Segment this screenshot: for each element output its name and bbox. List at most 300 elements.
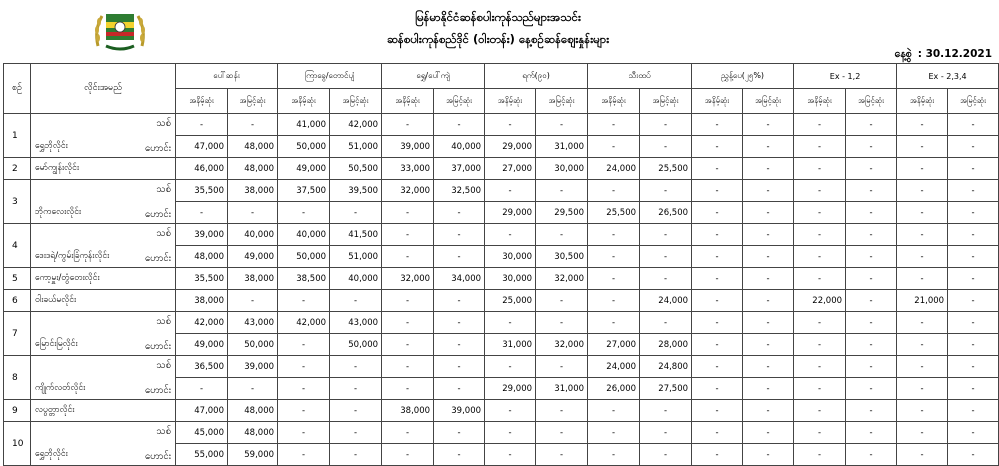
table-row: [4, 268, 999, 290]
price-cell: -: [536, 356, 588, 378]
price-cell: -: [536, 312, 588, 334]
price-cell: -: [228, 290, 278, 312]
price-cell: -: [948, 158, 999, 180]
price-cell: -: [640, 114, 692, 136]
price-cell: -: [692, 444, 743, 466]
price-cell: 43,000: [228, 312, 278, 334]
price-cell: -: [846, 444, 897, 466]
price-cell: 38,000: [382, 400, 434, 422]
price-cell: -: [794, 180, 846, 202]
price-cell: -: [640, 312, 692, 334]
date-label: နေ့စွဲ: [894, 48, 912, 60]
price-cell: -: [485, 356, 536, 378]
price-cell: 28,000: [640, 334, 692, 356]
price-cell: -: [640, 246, 692, 268]
price-cell: -: [382, 202, 434, 224]
group-header: ကြာခွေ/တောင်ပျံ: [278, 64, 382, 89]
price-cell: 27,000: [588, 334, 640, 356]
price-cell: -: [640, 136, 692, 158]
price-cell: 38,000: [176, 290, 228, 312]
tag-old: ဟောင်း: [144, 253, 171, 264]
price-cell: -: [948, 290, 999, 312]
price-cell: -: [948, 180, 999, 202]
sub-header-max: အမြင့်ဆုံး: [228, 89, 278, 114]
line-name-cell: [31, 158, 176, 180]
price-cell: -: [846, 334, 897, 356]
price-cell: -: [640, 268, 692, 290]
price-cell: -: [278, 356, 330, 378]
price-cell: -: [743, 356, 794, 378]
price-cell: 26,500: [640, 202, 692, 224]
price-cell: -: [743, 246, 794, 268]
tag-new: သစ်: [156, 184, 171, 195]
price-cell: -: [846, 422, 897, 444]
price-cell: -: [692, 334, 743, 356]
line-name: လပွတ္တာလိုင်း: [35, 404, 75, 415]
sub-header-min: အနိမ့်ဆုံး: [176, 89, 228, 114]
price-cell: -: [846, 356, 897, 378]
tag-old: ဟောင်း: [144, 143, 171, 154]
row-number: 4: [4, 224, 31, 268]
sub-header-max: အမြင့်ဆုံး: [743, 89, 794, 114]
price-cell: 26,000: [588, 378, 640, 400]
price-cell: 48,000: [228, 136, 278, 158]
price-cell: -: [278, 400, 330, 422]
table-row: [4, 312, 999, 334]
sub-header-min: အနိမ့်ဆုံး: [897, 89, 948, 114]
price-cell: 48,000: [228, 400, 278, 422]
price-cell: -: [640, 400, 692, 422]
line-name: ရွှေဘိုလိုင်း: [35, 141, 68, 151]
price-cell: -: [640, 444, 692, 466]
price-cell: -: [794, 444, 846, 466]
price-cell: -: [897, 268, 948, 290]
price-cell: -: [743, 158, 794, 180]
price-cell: -: [692, 246, 743, 268]
price-cell: 24,000: [640, 290, 692, 312]
price-cell: -: [897, 224, 948, 246]
row-number: 8: [4, 356, 31, 400]
page-title: မြန်မာနိုင်ငံဆန်စပါးကုန်သည်များအသင်း: [415, 10, 581, 24]
price-cell: -: [692, 158, 743, 180]
price-cell: -: [588, 224, 640, 246]
price-cell: -: [228, 202, 278, 224]
price-cell: -: [897, 312, 948, 334]
line-name-cell: [31, 268, 176, 290]
price-cell: 24,000: [588, 356, 640, 378]
price-cell: -: [794, 312, 846, 334]
price-cell: -: [588, 180, 640, 202]
price-cell: -: [434, 114, 485, 136]
price-cell: -: [434, 356, 485, 378]
price-cell: -: [692, 114, 743, 136]
price-cell: 21,000: [897, 290, 948, 312]
price-cell: -: [485, 400, 536, 422]
tag-new: သစ်: [156, 316, 171, 327]
price-cell: 30,000: [485, 246, 536, 268]
line-name: မော်ကျွန်းလိုင်း: [35, 162, 80, 173]
price-cell: 50,000: [278, 136, 330, 158]
price-cell: -: [948, 400, 999, 422]
price-cell: -: [794, 334, 846, 356]
price-cell: -: [640, 224, 692, 246]
group-header: ညွှန့်ပေ(၂၅%): [692, 64, 794, 89]
table-row: [4, 114, 999, 136]
price-cell: -: [743, 224, 794, 246]
price-cell: -: [434, 224, 485, 246]
line-name-cell: [31, 356, 176, 400]
price-cell: -: [794, 356, 846, 378]
price-cell: 49,000: [176, 334, 228, 356]
line-name-cell: [31, 400, 176, 422]
price-cell: 29,000: [485, 202, 536, 224]
price-cell: -: [588, 422, 640, 444]
price-cell: -: [692, 400, 743, 422]
price-cell: 27,500: [640, 378, 692, 400]
price-cell: -: [897, 158, 948, 180]
price-cell: -: [382, 224, 434, 246]
price-cell: 33,000: [382, 158, 434, 180]
price-cell: 38,500: [278, 268, 330, 290]
price-cell: -: [948, 422, 999, 444]
price-cell: 24,000: [588, 158, 640, 180]
tag-old: ဟောင်း: [144, 341, 171, 352]
price-cell: -: [692, 136, 743, 158]
price-cell: -: [485, 180, 536, 202]
price-cell: -: [176, 202, 228, 224]
price-cell: 40,000: [434, 136, 485, 158]
price-cell: -: [794, 400, 846, 422]
price-cell: 25,500: [640, 158, 692, 180]
date-line: [895, 48, 992, 63]
line-name: ဒေးဒရဲ/ကွမ်းခြံကုန်းလိုင်း: [35, 251, 110, 261]
price-cell: 32,500: [434, 180, 485, 202]
price-cell: -: [897, 202, 948, 224]
price-cell: -: [692, 224, 743, 246]
sub-header-min: အနိမ့်ဆုံး: [485, 89, 536, 114]
sub-header-max: အမြင့်ဆုံး: [846, 89, 897, 114]
price-cell: 32,000: [382, 268, 434, 290]
price-cell: -: [434, 378, 485, 400]
price-cell: -: [278, 444, 330, 466]
price-cell: -: [743, 202, 794, 224]
price-table: [3, 63, 999, 466]
price-cell: -: [382, 422, 434, 444]
price-cell: -: [330, 202, 382, 224]
price-cell: -: [897, 114, 948, 136]
price-cell: -: [794, 246, 846, 268]
price-cell: -: [278, 422, 330, 444]
price-cell: 27,000: [485, 158, 536, 180]
price-cell: -: [382, 312, 434, 334]
price-cell: 43,000: [330, 312, 382, 334]
price-cell: -: [382, 246, 434, 268]
price-cell: -: [278, 378, 330, 400]
price-cell: -: [434, 334, 485, 356]
price-cell: -: [743, 114, 794, 136]
tag-new: သစ်: [156, 360, 171, 371]
price-cell: -: [948, 136, 999, 158]
line-name: ရွှေဘိုလိုင်း: [35, 449, 68, 459]
price-cell: -: [948, 444, 999, 466]
price-cell: 40,000: [278, 224, 330, 246]
row-number: 6: [4, 290, 31, 312]
group-header: သီးထပ်: [588, 64, 692, 89]
price-cell: -: [382, 444, 434, 466]
price-cell: 40,000: [330, 268, 382, 290]
price-cell: -: [536, 444, 588, 466]
price-cell: -: [846, 202, 897, 224]
price-cell: -: [897, 356, 948, 378]
line-name-cell: [31, 114, 176, 158]
price-cell: -: [846, 268, 897, 290]
group-header: ရွှေ/ပေါ်ကျဲ: [382, 64, 485, 89]
line-name-cell: [31, 290, 176, 312]
price-cell: -: [536, 180, 588, 202]
group-header: ပေါ်ဆန်း: [176, 64, 278, 89]
price-cell: 32,000: [536, 334, 588, 356]
price-cell: 51,000: [330, 136, 382, 158]
price-cell: -: [794, 378, 846, 400]
price-cell: -: [434, 202, 485, 224]
col-no-header: စဉ်: [4, 64, 31, 114]
tag-new: သစ်: [156, 228, 171, 239]
price-cell: -: [692, 268, 743, 290]
price-cell: 48,000: [228, 422, 278, 444]
price-cell: -: [640, 422, 692, 444]
price-cell: -: [330, 400, 382, 422]
price-cell: 36,500: [176, 356, 228, 378]
header-row-groups: [4, 64, 999, 89]
price-cell: -: [846, 114, 897, 136]
price-cell: 35,500: [176, 268, 228, 290]
price-cell: -: [948, 312, 999, 334]
price-cell: -: [588, 268, 640, 290]
price-cell: 46,000: [176, 158, 228, 180]
price-cell: -: [846, 290, 897, 312]
price-cell: -: [794, 114, 846, 136]
price-cell: 50,500: [330, 158, 382, 180]
price-cell: -: [278, 334, 330, 356]
table-row: [4, 180, 999, 202]
price-cell: 32,000: [382, 180, 434, 202]
price-cell: 42,000: [176, 312, 228, 334]
price-cell: -: [794, 224, 846, 246]
date-value: : 30.12.2021: [917, 48, 992, 60]
price-cell: -: [536, 422, 588, 444]
price-cell: -: [897, 180, 948, 202]
price-cell: 30,500: [536, 246, 588, 268]
price-cell: -: [692, 312, 743, 334]
price-cell: -: [948, 356, 999, 378]
price-cell: -: [485, 312, 536, 334]
line-name: ကျိုက်လတ်လိုင်း: [35, 383, 86, 393]
price-cell: -: [794, 268, 846, 290]
price-cell: 39,000: [176, 224, 228, 246]
price-cell: -: [176, 114, 228, 136]
price-cell: 32,000: [536, 268, 588, 290]
price-cell: -: [743, 136, 794, 158]
sub-header-min: အနိမ့်ဆုံး: [692, 89, 743, 114]
price-cell: -: [846, 378, 897, 400]
price-cell: 41,000: [278, 114, 330, 136]
price-cell: -: [846, 400, 897, 422]
price-cell: -: [948, 246, 999, 268]
sub-header-max: အမြင့်ဆုံး: [434, 89, 485, 114]
row-number: 7: [4, 312, 31, 356]
price-cell: -: [382, 334, 434, 356]
row-number: 1: [4, 114, 31, 158]
price-cell: 45,000: [176, 422, 228, 444]
price-cell: -: [588, 400, 640, 422]
price-cell: 29,000: [485, 136, 536, 158]
price-cell: 51,000: [330, 246, 382, 268]
group-header: Ex - 1,2: [794, 64, 897, 89]
price-cell: 38,000: [228, 180, 278, 202]
price-cell: -: [330, 378, 382, 400]
sub-header-min: အနိမ့်ဆုံး: [382, 89, 434, 114]
sub-header-max: အမြင့်ဆုံး: [330, 89, 382, 114]
table-row: [4, 158, 999, 180]
line-name: ဝါးခယ်မလိုင်း: [35, 294, 77, 305]
price-cell: -: [897, 334, 948, 356]
price-cell: 31,000: [536, 136, 588, 158]
table-row: [4, 290, 999, 312]
price-cell: 49,000: [228, 246, 278, 268]
price-cell: -: [794, 422, 846, 444]
price-cell: -: [948, 202, 999, 224]
price-cell: -: [897, 136, 948, 158]
price-cell: -: [846, 246, 897, 268]
price-cell: -: [485, 224, 536, 246]
price-cell: -: [330, 444, 382, 466]
sub-header-min: အနိမ့်ဆုံး: [794, 89, 846, 114]
row-number: 5: [4, 268, 31, 290]
price-cell: 39,000: [382, 136, 434, 158]
price-cell: -: [692, 356, 743, 378]
line-name: ကော့မှူး/တွံတေးလိုင်း: [35, 272, 100, 283]
col-name-header: လိုင်းအမည်: [31, 64, 176, 114]
price-cell: -: [743, 180, 794, 202]
price-cell: -: [330, 290, 382, 312]
price-cell: -: [434, 246, 485, 268]
row-number: 10: [4, 422, 31, 466]
price-cell: -: [278, 290, 330, 312]
price-cell: -: [176, 378, 228, 400]
price-cell: -: [434, 422, 485, 444]
price-cell: -: [588, 246, 640, 268]
price-cell: -: [228, 114, 278, 136]
price-cell: -: [794, 202, 846, 224]
price-cell: 35,500: [176, 180, 228, 202]
price-cell: -: [485, 444, 536, 466]
price-cell: -: [588, 114, 640, 136]
price-cell: 48,000: [176, 246, 228, 268]
tag-new: သစ်: [156, 118, 171, 129]
price-cell: 38,000: [228, 268, 278, 290]
price-cell: -: [382, 378, 434, 400]
price-cell: -: [434, 290, 485, 312]
tag-old: ဟောင်း: [144, 451, 171, 462]
price-cell: 50,000: [330, 334, 382, 356]
price-cell: -: [692, 290, 743, 312]
price-cell: 29,500: [536, 202, 588, 224]
price-cell: 40,000: [228, 224, 278, 246]
row-number: 3: [4, 180, 31, 224]
group-header: ရက်(၉၀): [485, 64, 588, 89]
price-cell: -: [692, 422, 743, 444]
price-cell: 39,500: [330, 180, 382, 202]
price-cell: -: [794, 158, 846, 180]
price-cell: -: [330, 356, 382, 378]
price-cell: 31,000: [485, 334, 536, 356]
price-cell: -: [485, 114, 536, 136]
price-cell: -: [794, 136, 846, 158]
sub-header-min: အနိမ့်ဆုံး: [588, 89, 640, 114]
price-cell: -: [743, 400, 794, 422]
price-cell: -: [692, 202, 743, 224]
price-cell: -: [948, 114, 999, 136]
price-cell: -: [485, 422, 536, 444]
price-cell: 47,000: [176, 400, 228, 422]
price-cell: -: [846, 136, 897, 158]
sub-header-max: အမြင့်ဆုံး: [948, 89, 999, 114]
price-cell: -: [948, 334, 999, 356]
price-cell: -: [536, 290, 588, 312]
price-cell: -: [897, 422, 948, 444]
price-cell: 29,000: [485, 378, 536, 400]
line-name: မြောင်းမြလိုင်း: [35, 339, 78, 349]
tag-new: သစ်: [156, 426, 171, 437]
price-cell: -: [743, 268, 794, 290]
price-cell: 41,500: [330, 224, 382, 246]
price-cell: -: [536, 400, 588, 422]
sub-header-max: အမြင့်ဆုံး: [640, 89, 692, 114]
price-cell: -: [743, 378, 794, 400]
price-cell: -: [743, 312, 794, 334]
line-name-cell: [31, 180, 176, 224]
price-cell: 37,500: [278, 180, 330, 202]
tag-old: ဟောင်း: [144, 209, 171, 220]
price-cell: 39,000: [228, 356, 278, 378]
row-number: 9: [4, 400, 31, 422]
price-cell: 25,500: [588, 202, 640, 224]
price-cell: 48,000: [228, 158, 278, 180]
tag-old: ဟောင်း: [144, 385, 171, 396]
price-cell: 55,000: [176, 444, 228, 466]
price-cell: 30,000: [536, 158, 588, 180]
page-subtitle: ဆန်စပါးကုန်စည်ဒိုင် (ဝါးတန်း) နေ့စဉ်ဆန်ဈေးနှုန်းများ: [386, 32, 610, 46]
price-cell: -: [330, 422, 382, 444]
price-cell: -: [846, 312, 897, 334]
price-cell: 24,800: [640, 356, 692, 378]
price-cell: -: [382, 356, 434, 378]
price-cell: -: [846, 158, 897, 180]
table-row: [4, 422, 999, 444]
group-header: Ex - 2,3,4: [897, 64, 999, 89]
price-cell: -: [743, 290, 794, 312]
price-cell: -: [536, 224, 588, 246]
price-cell: -: [948, 268, 999, 290]
sub-header-min: အနိမ့်ဆုံး: [278, 89, 330, 114]
price-cell: -: [897, 400, 948, 422]
price-cell: 42,000: [330, 114, 382, 136]
price-cell: -: [692, 180, 743, 202]
price-cell: -: [588, 312, 640, 334]
price-cell: 30,000: [485, 268, 536, 290]
price-cell: 50,000: [228, 334, 278, 356]
price-cell: -: [278, 202, 330, 224]
